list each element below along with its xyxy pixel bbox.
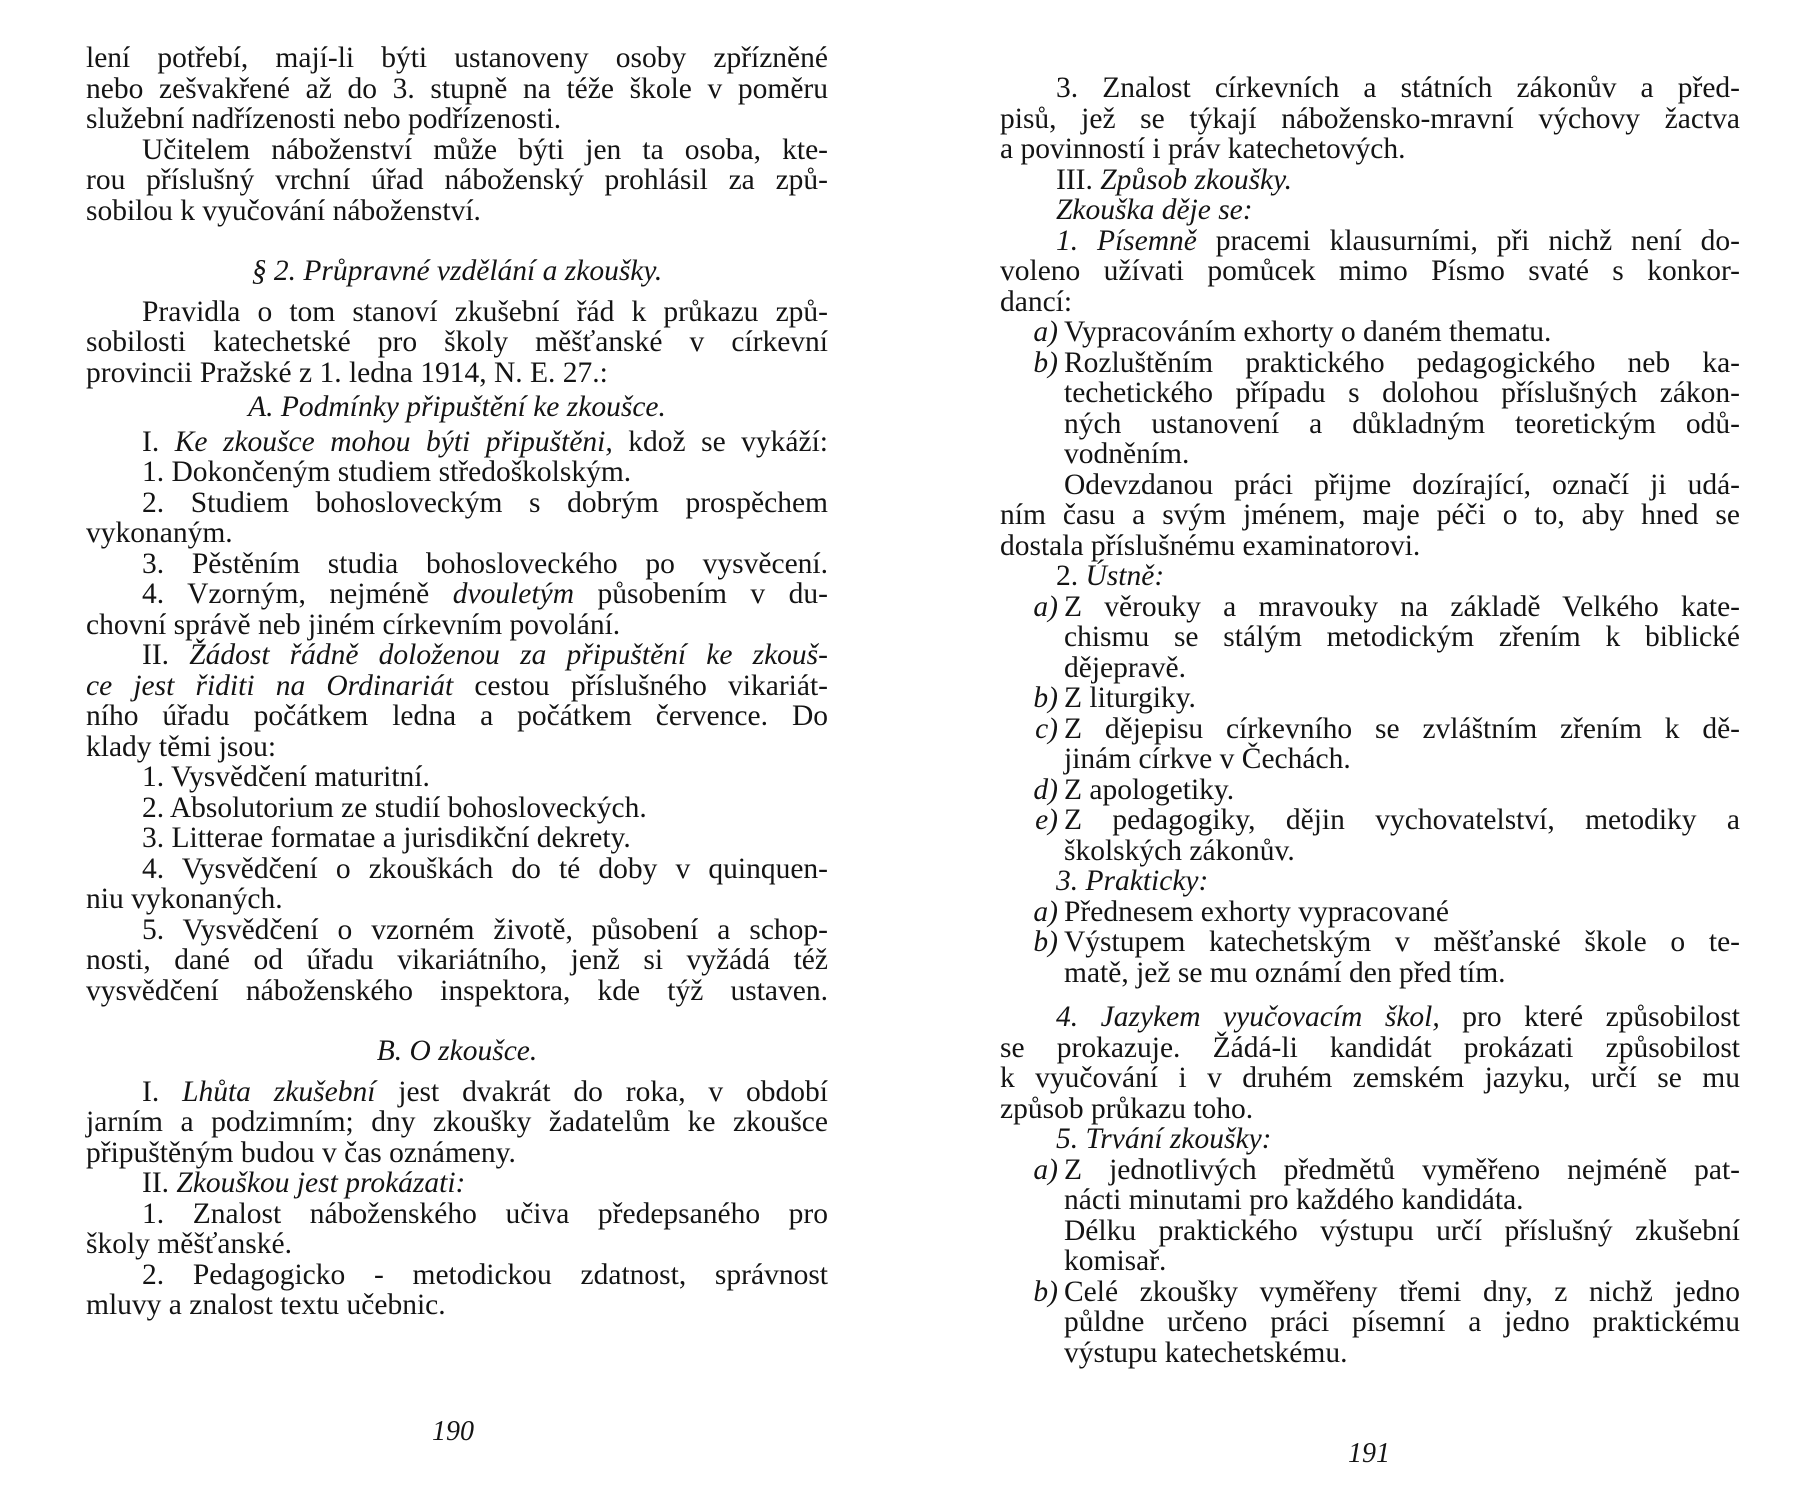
text-line: I. Ke zkoušce mohou býti připuštěni, kdož se vykáží: <box>142 425 829 458</box>
section-heading: § 2. Průpravné vzdělání a zkoušky. <box>251 255 663 287</box>
text-line: 3. Litterae formatae a jurisdikční dekrety. <box>142 822 631 854</box>
text-line: 5. Trvání zkoušky: <box>1056 1123 1272 1155</box>
text-line: 1. Vysvědčení maturitní. <box>142 761 430 793</box>
text-line: dostala příslušnému examinatorovi. <box>1000 529 1421 562</box>
text-line: ce jest řiditi na Ordinariát cestou příslušného vikariát- <box>86 669 828 702</box>
subsection-heading: B. O zkoušce. <box>376 1035 538 1067</box>
text-line: 2. Pedagogicko - metodickou zdatnost, správnost <box>142 1258 828 1291</box>
list-item: b) Výstupem katechetským v měšťanské škole o te- <box>1033 926 1740 958</box>
text-line: se prokazuje. Žádá-li kandidát prokázati způsobilost <box>1000 1031 1740 1064</box>
list-item: nácti minutami pro každého kandidáta. <box>1064 1184 1524 1216</box>
list-item: Délku praktického výstupu určí příslušný zkušební <box>1064 1214 1740 1247</box>
text-line: II. Žádost řádně doloženou za připuštění ke zkouš- <box>142 639 828 671</box>
text-line: Učitelem náboženství může býti jen ta osoba, kte- <box>142 133 828 166</box>
list-item: c) Z dějepisu církevního se zvláštním zřením k dě- <box>1035 712 1740 745</box>
list-item: matě, jež se mu oznámí den před tím. <box>1064 956 1506 989</box>
text-line: niu vykonaných. <box>86 883 283 915</box>
text-line: 4. Vysvědčení o zkouškách do té doby v quinquen- <box>142 852 828 885</box>
text-line: lení potřebí, mají-li býti ustanoveny osoby zpřízněné <box>86 42 828 74</box>
text-line: služební nadřízenosti nebo podřízenosti. <box>86 103 562 135</box>
text-line: jarním a podzimním; dny zkoušky žadatelům ke zkoušce <box>86 1106 828 1138</box>
text-line: ního úřadu počátkem ledna a počátkem července. Do <box>86 700 828 732</box>
page-number-left: 190 <box>432 1416 474 1447</box>
list-item: a) Přednesem exhorty vypracované <box>1033 895 1449 928</box>
list-item: b) Celé zkoušky vyměřeny třemi dny, z nichž jedno <box>1033 1275 1740 1308</box>
right-page-text <box>1000 0 1740 1368</box>
text-line: a povinností i práv katechetových. <box>1000 133 1406 165</box>
text-line: Zkouška děje se: <box>1056 194 1253 226</box>
list-item: vodněním. <box>1064 438 1190 470</box>
list-item: a) Z věrouky a mravouky na základě Velkého kate- <box>1033 590 1740 623</box>
text-line: 1. Písemně pracemi klausurními, při nichž není do- <box>1056 224 1740 257</box>
text-line: 2. Studiem bohosloveckým s dobrým prospěchem <box>142 486 828 519</box>
text-line: chovní správě neb jiném církevním povolání. <box>86 608 621 641</box>
list-item: školských zákonův. <box>1064 834 1295 867</box>
list-item: d) Z apologetiky. <box>1033 773 1235 806</box>
text-line: 4. Jazykem vyučovacím škol, pro které způsobilost <box>1056 1001 1740 1033</box>
text-line: mluvy a znalost textu učebnic. <box>86 1289 446 1321</box>
text-line: III. Způsob zkoušky. <box>1056 163 1292 196</box>
text-line: klady těmi jsou: <box>86 730 277 763</box>
list-item: Odevzdanou práci přijme dozírající, označí ji udá- <box>1064 468 1740 501</box>
list-item: komisař. <box>1064 1245 1167 1277</box>
list-item: dějepravě. <box>1064 651 1187 684</box>
text-line: školy měšťanské. <box>86 1228 292 1260</box>
text-line: 1. Znalost náboženského učiva předepsaného pro <box>142 1197 828 1230</box>
list-item: výstupu katechetskému. <box>1064 1336 1348 1369</box>
text-line: 3. Pěstěním studia bohosloveckého po vysvěcení. <box>142 547 828 580</box>
right-page <box>1000 0 1740 1368</box>
text-line: II. Zkouškou jest prokázati: <box>142 1167 466 1199</box>
text-line: dancí: <box>1000 285 1073 318</box>
text-line: 5. Vysvědčení o vzorném životě, působení a schop- <box>142 913 828 946</box>
text-line: 3. Prakticky: <box>1056 865 1209 897</box>
list-item: b) Z liturgiky. <box>1033 682 1196 714</box>
text-line: I. Lhůta zkušební jest dvakrát do roka, v období <box>142 1075 828 1108</box>
text-line: připuštěným budou v čas oznámeny. <box>86 1136 516 1169</box>
text-line: rou příslušný vrchní úřad náboženský prohlásil za způ- <box>86 164 828 196</box>
text-line: vykonaným. <box>86 517 233 549</box>
list-item: a) Vypracováním exhorty o daném thematu. <box>1033 316 1552 348</box>
text-line: pisů, jež se týkají nábožensko-mravní výchovy žactva <box>1000 102 1740 135</box>
list-item: b) Rozluštěním praktického pedagogického neb ka- <box>1033 346 1740 379</box>
text-line: 2. Ústně: <box>1056 560 1165 592</box>
text-line: voleno užívati pomůcek mimo Písmo svaté s konkor- <box>1000 255 1740 287</box>
list-item: jinám církve v Čechách. <box>1064 743 1351 775</box>
text-line: 1. Dokončeným studiem středoškolským. <box>142 456 632 488</box>
text-line: sobilosti katechetské pro školy měšťanské v církevní <box>86 326 828 358</box>
list-item: chismu se stálým metodickým zřením k biblické <box>1064 621 1740 653</box>
list-item: ných ustanovení a důkladným teoretickým odů- <box>1064 407 1740 440</box>
text-line: nebo zešvakřené až do 3. stupně na téže škole v poměru <box>86 72 828 105</box>
text-line: Pravidla o tom stanoví zkušební řád k průkazu způ- <box>142 295 828 328</box>
text-line: 3. Znalost církevních a státních zákonův a před- <box>1056 72 1740 104</box>
text-line: 2. Absolutorium ze studií bohosloveckých. <box>142 791 647 824</box>
text-line: způsob průkazu toho. <box>1000 1092 1254 1125</box>
text-line: vysvědčení náboženského inspektora, kde týž ustaven. <box>86 974 828 1007</box>
text-line: k vyučování i v druhém zemském jazyku, určí se mu <box>1000 1062 1740 1094</box>
text-line: 4. Vzorným, nejméně dvouletým působením v du- <box>142 578 828 610</box>
list-item: techetického případu s dolohou příslušných zákon- <box>1064 377 1740 409</box>
subsection-heading: A. Podmínky připuštění ke zkoušce. <box>248 391 666 423</box>
left-page <box>86 0 828 1321</box>
list-item: a) Z jednotlivých předmětů vyměřeno nejméně pat- <box>1033 1153 1740 1186</box>
text-line: nosti, dané od úřadu vikariátního, jenž si vyžádá též <box>86 944 828 976</box>
text-line: ním času a svým jménem, maje péči o to, aby hned se <box>1000 499 1740 531</box>
text-line: sobilou k vyučování náboženství. <box>86 194 481 227</box>
list-item: půldne určeno práci písemní a jedno praktickému <box>1064 1306 1740 1338</box>
text-line: provincii Pražské z 1. ledna 1914, N. E. 27.: <box>86 356 608 389</box>
page-number-right: 191 <box>1348 1438 1390 1469</box>
list-item: e) Z pedagogiky, dějin vychovatelství, metodiky a <box>1035 804 1740 836</box>
left-page-text <box>86 0 828 1321</box>
